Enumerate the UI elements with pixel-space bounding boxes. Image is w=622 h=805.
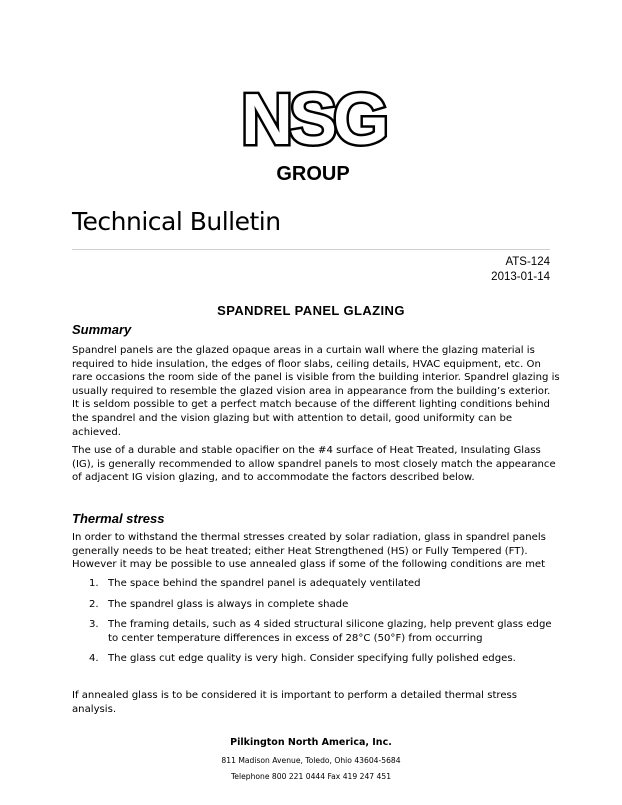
nsg-logo-graphic <box>228 86 398 186</box>
list-item-number: 4. <box>89 653 99 665</box>
logo-wordmark: NSG <box>240 86 386 160</box>
list-item-text: The framing details, such as 4 sided structural silicone glazing, help prevent glass edge to center temperature differences in excess of 28°C (50°F) from occurring <box>108 619 552 644</box>
list-item-text: The glass cut edge quality is very high. Consider specifying fully polished edges. <box>108 653 516 665</box>
doc-date: 2013-01-14 <box>491 270 550 283</box>
thermal-intro-paragraph: In order to withstand the thermal stresses created by solar radiation, glass in spandrel panels generally needs to be heat treated; either Heat Strengthened (HS) or Fully Tempered (FT). However it may be possible to use annealed glass if some of the following conditions are met <box>72 532 546 571</box>
conditions-list <box>89 577 559 673</box>
doc-number: ATS-124 <box>505 256 550 268</box>
list-item-number: 3. <box>89 619 99 631</box>
header-divider <box>72 249 550 250</box>
list-item <box>89 598 559 612</box>
nsg-group-logo <box>228 86 398 186</box>
footer-phone: Telephone 800 221 0444 Fax 419 247 451 <box>230 772 392 781</box>
thermal-stress-heading: Thermal stress <box>72 511 165 526</box>
list-item <box>89 652 559 666</box>
summary-paragraph-1: Spandrel panels are the glazed opaque areas in a curtain wall where the glazing material is required to hide insulation, the edges of floor slabs, ceiling details, HVAC equipment, etc. On rare occasions the room side of the panel is visible from the building interior. Spandrel glazing is usually required to resemble the glazed vision area in appearance from the building’s exterior. It is seldom possible to get a perfect match because of the different lighting conditions behind the spandrel and the vision glazing but with attention to detail, good uniformity can be achieved. <box>72 345 560 438</box>
list-item-number: 1. <box>89 578 99 589</box>
document-title: SPANDREL PANEL GLAZING <box>217 303 405 318</box>
footer-company: Pilkington North America, Inc. <box>230 737 392 748</box>
list-item <box>89 577 559 591</box>
list-item-number: 2. <box>89 598 99 610</box>
summary-heading: Summary <box>72 322 132 337</box>
list-item <box>89 618 559 645</box>
bulletin-title: Technical Bulletin <box>72 207 281 236</box>
bulletin-meta <box>491 255 550 284</box>
summary-paragraph-2: The use of a durable and stable opacifier on the #4 surface of Heat Treated, Insulating Glass (IG), is generally recommended to allow spandrel panels to most closely match the appearance of adjacent IG vision glazing, and to accommodate the factors described below. <box>72 445 556 484</box>
list-item-text: The space behind the spandrel panel is adequately ventilated <box>108 578 421 589</box>
closing-paragraph: If annealed glass is to be considered it is important to perform a detailed thermal stress analysis. <box>72 690 518 715</box>
logo-subtext: GROUP <box>276 163 350 185</box>
footer-address: 811 Madison Avenue, Toledo, Ohio 43604-5684 <box>221 756 401 765</box>
list-item-text: The spandrel glass is always in complete shade <box>108 598 349 610</box>
